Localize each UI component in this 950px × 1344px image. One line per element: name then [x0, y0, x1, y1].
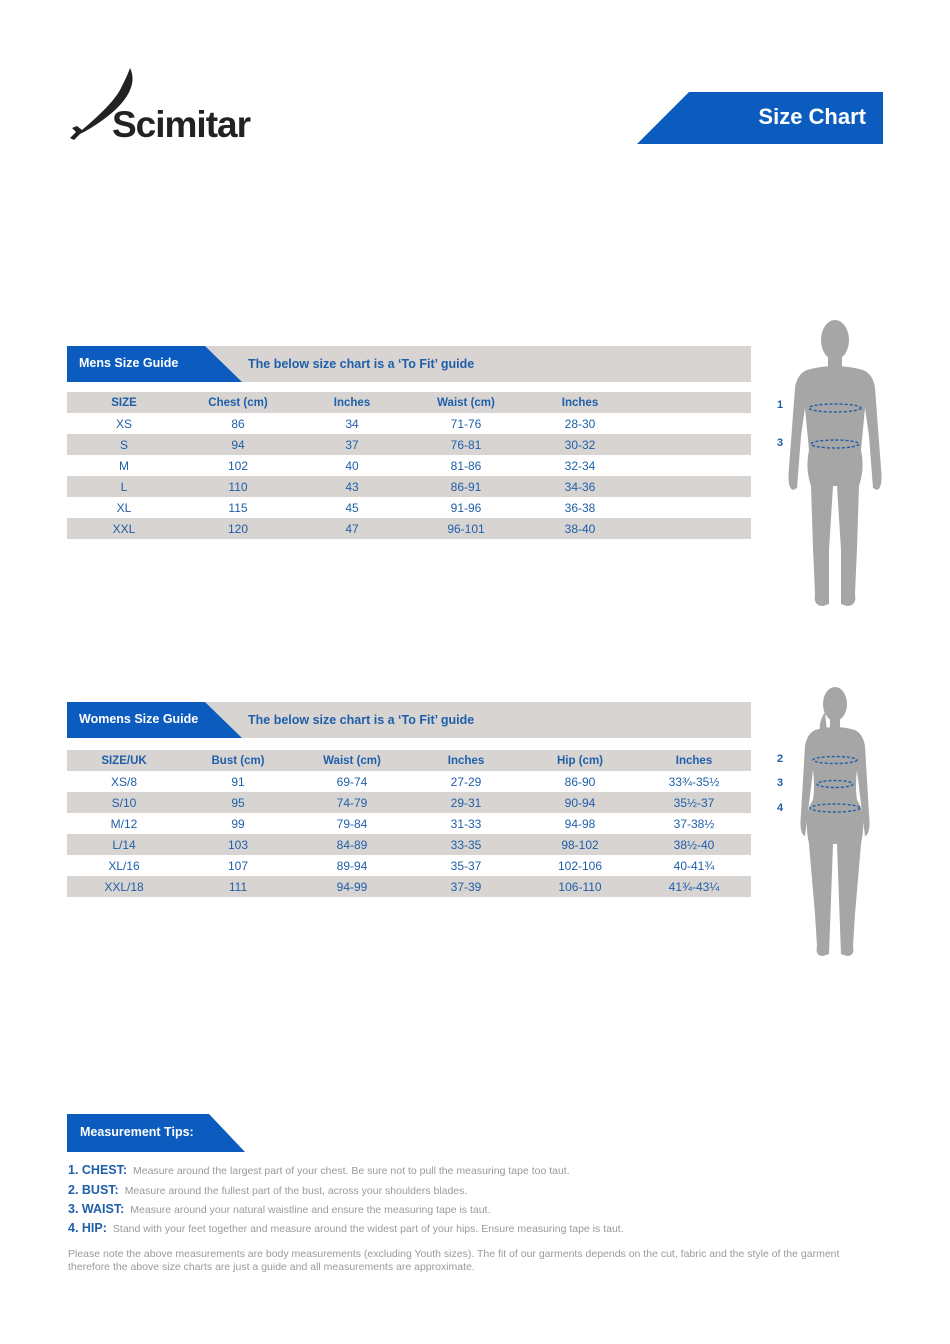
table-cell: 90-94 — [564, 795, 596, 810]
table-cell: 45 — [345, 500, 359, 515]
table-row — [67, 771, 751, 792]
tips-title: Measurement Tips: — [80, 1125, 194, 1139]
column-header: Hip (cm) — [557, 754, 603, 767]
tip-label: 4. HIP: — [68, 1221, 107, 1235]
table-cell: 89-94 — [336, 858, 368, 873]
table-cell: 120 — [227, 521, 249, 536]
table-cell: 71-76 — [450, 416, 482, 431]
womens-size-table — [67, 750, 751, 897]
table-cell: 103 — [227, 837, 249, 852]
table-cell: 36-38 — [564, 500, 596, 515]
womens-guide-header — [67, 702, 751, 738]
male-body-figure — [785, 318, 885, 610]
table-cell: 110 — [228, 479, 248, 494]
column-header: Bust (cm) — [211, 754, 265, 767]
table-cell: 35-37 — [450, 858, 482, 873]
table-cell: XL/16 — [108, 858, 140, 873]
table-cell: XXL — [112, 521, 136, 536]
table-cell: 98-102 — [561, 837, 599, 852]
table-cell: 34-36 — [564, 479, 596, 494]
table-row — [67, 434, 751, 455]
table-cell: 40-41¾ — [673, 858, 715, 873]
column-header: Waist (cm) — [323, 754, 381, 767]
tip-chest — [68, 1163, 570, 1177]
column-header: Chest (cm) — [208, 396, 268, 409]
table-row — [67, 792, 751, 813]
table-cell: 86 — [231, 416, 245, 431]
table-row — [67, 855, 751, 876]
table-row — [67, 455, 751, 476]
column-header: Inches — [675, 754, 713, 767]
tip-label: 2. BUST: — [68, 1183, 119, 1197]
table-row — [67, 876, 751, 897]
table-cell: 27-29 — [450, 774, 482, 789]
table-cell: 94-99 — [336, 879, 368, 894]
table-cell: 115 — [228, 500, 248, 515]
table-cell: 33-35 — [450, 837, 482, 852]
table-cell: 76-81 — [450, 437, 482, 452]
table-cell: XS/8 — [110, 774, 137, 789]
table-cell: L — [120, 479, 128, 494]
table-cell: 102-106 — [557, 858, 603, 873]
table-cell: 40 — [345, 458, 359, 473]
table-row — [67, 813, 751, 834]
table-cell: 31-33 — [450, 816, 482, 831]
brand-name: Scimitar — [112, 104, 251, 145]
female-marker-3: 3 — [777, 777, 784, 789]
male-marker-1: 1 — [777, 399, 784, 411]
womens-guide-title: Womens Size Guide — [79, 712, 199, 726]
table-cell: 91 — [231, 774, 245, 789]
table-cell: 111 — [228, 879, 248, 894]
table-cell: XS — [115, 416, 132, 431]
table-cell: 47 — [345, 521, 359, 536]
table-cell: 107 — [227, 858, 249, 873]
tip-label: 3. WAIST: — [68, 1202, 125, 1216]
table-cell: 94-98 — [564, 816, 596, 831]
tip-text: Stand with your feet together and measure around the widest part of your hips. Ensure measuring tape is taut. — [112, 1223, 624, 1235]
tip-waist — [68, 1202, 490, 1216]
table-cell: 34 — [345, 416, 359, 431]
tip-text: Measure around the largest part of your chest. Be sure not to pull the measuring tape too taut. — [133, 1165, 570, 1177]
table-cell: 37-39 — [450, 879, 482, 894]
table-cell: 95 — [231, 795, 245, 810]
table-cell: M/12 — [110, 816, 138, 831]
table-cell: 99 — [231, 816, 245, 831]
table-cell: 91-96 — [450, 500, 482, 515]
table-cell: 81-86 — [450, 458, 482, 473]
column-header: Waist (cm) — [437, 396, 495, 409]
table-cell: 86-90 — [564, 774, 596, 789]
column-header: Inches — [333, 396, 371, 409]
table-cell: 30-32 — [564, 437, 596, 452]
table-cell: 94 — [231, 437, 245, 452]
column-header: Inches — [561, 396, 599, 409]
table-row — [67, 413, 751, 434]
table-cell: 74-79 — [336, 795, 368, 810]
table-cell: 35½-37 — [673, 795, 715, 810]
table-cell: 28-30 — [564, 416, 596, 431]
table-cell: XL — [116, 500, 132, 515]
table-cell: 41¾-43¼ — [668, 879, 720, 894]
table-cell: 106-110 — [558, 879, 602, 894]
female-marker-2: 2 — [777, 753, 784, 765]
table-cell: 86-91 — [450, 479, 482, 494]
table-cell: 43 — [345, 479, 359, 494]
table-cell: 37-38½ — [673, 816, 715, 831]
table-cell: 96-101 — [447, 521, 485, 536]
table-row — [67, 834, 751, 855]
table-cell: S/10 — [111, 795, 137, 810]
column-header: Inches — [447, 754, 485, 767]
table-cell: XXL/18 — [104, 879, 144, 894]
column-header: SIZE — [111, 396, 137, 409]
table-cell: 69-74 — [336, 774, 368, 789]
female-marker-4: 4 — [777, 802, 784, 814]
table-cell: 84-89 — [336, 837, 368, 852]
table-cell: S — [119, 437, 128, 452]
table-cell: M — [119, 458, 129, 473]
table-cell: 102 — [227, 458, 249, 473]
table-row — [67, 476, 751, 497]
page-title: Size Chart — [758, 104, 866, 129]
tip-hip — [68, 1221, 624, 1235]
table-cell: 37 — [345, 437, 359, 452]
table-cell: 38½-40 — [673, 837, 715, 852]
table-row — [67, 497, 751, 518]
tip-bust — [68, 1183, 467, 1197]
tip-label: 1. CHEST: — [68, 1163, 128, 1177]
mens-guide-note: The below size chart is a ‘To Fit’ guide — [248, 357, 475, 371]
tip-text: Measure around the fullest part of the bust, across your shoulders blades. — [124, 1185, 468, 1197]
table-cell: 38-40 — [564, 521, 596, 536]
table-row — [67, 518, 751, 539]
table-cell: 79-84 — [336, 816, 368, 831]
mens-guide-header — [67, 346, 751, 382]
male-marker-3: 3 — [777, 437, 784, 449]
table-header-row — [67, 392, 751, 413]
table-cell: 33¾-35½ — [668, 774, 720, 789]
mens-size-table — [67, 392, 751, 539]
column-header: SIZE/UK — [101, 754, 147, 767]
table-header-row — [67, 750, 751, 771]
tip-text: Measure around your natural waistline and ensure the measuring tape is taut. — [130, 1204, 491, 1216]
female-body-figure — [795, 684, 875, 960]
table-cell: 29-31 — [450, 795, 482, 810]
table-cell: 32-34 — [564, 458, 596, 473]
womens-guide-note: The below size chart is a ‘To Fit’ guide — [248, 713, 475, 727]
disclaimer-text: Please note the above measurements are body measurements (excluding Youth sizes). The fit of our garments depends on the cut, fabric and the style of the garment therefore the above size charts are just a guide and all measurements are approximate. — [68, 1248, 840, 1273]
table-cell: L/14 — [112, 837, 136, 852]
mens-guide-title: Mens Size Guide — [79, 356, 179, 370]
